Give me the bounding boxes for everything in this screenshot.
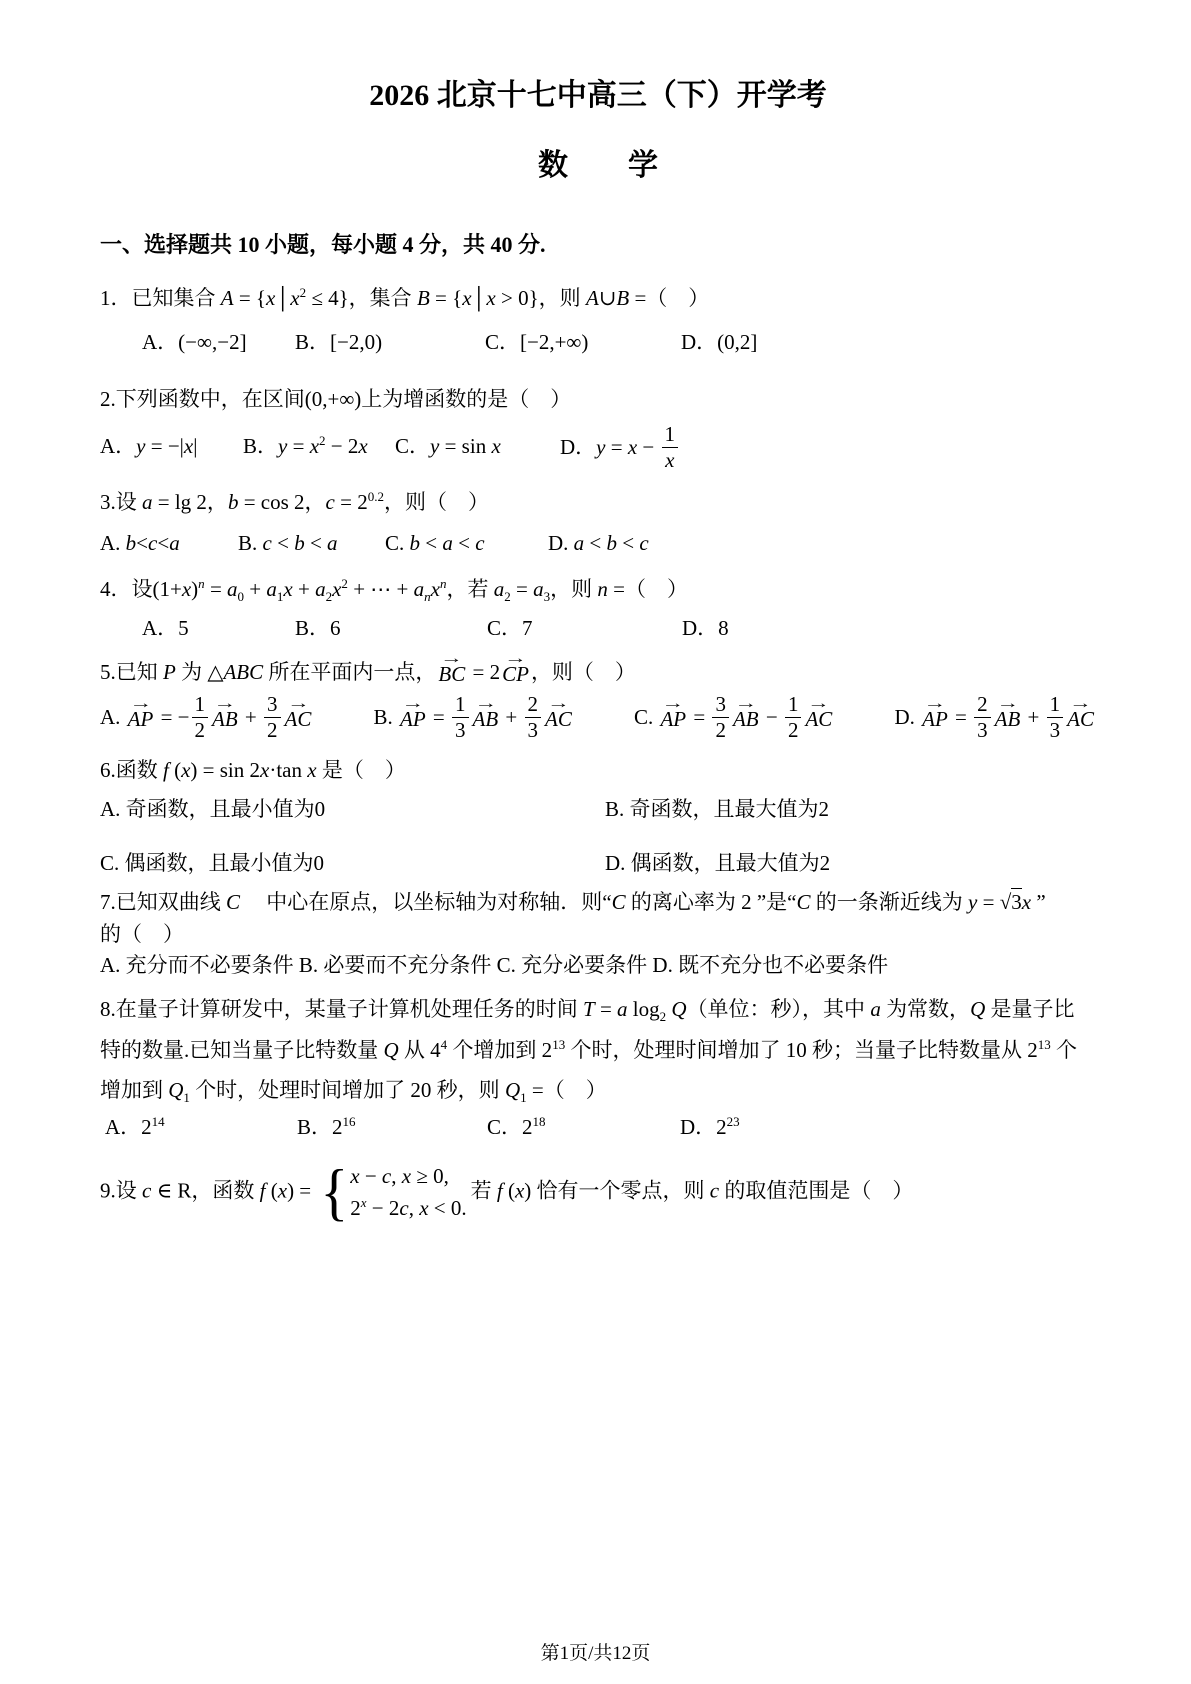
option-4d: D．8 — [682, 616, 729, 640]
option-6a: A. 奇函数，且最小值为0 — [100, 797, 326, 822]
page-title: 2026 北京十七中高三（下）开学考 — [369, 79, 827, 112]
option-3c: C. b < a < c — [385, 531, 485, 555]
question-8-stem-line3: 增加到 $Q_1$ 个时，处理时间增加了 20 秒，则 $Q_1$ =（ ） — [100, 1077, 607, 1105]
section-heading: 一、选择题共 10 小题，每小题 4 分，共 40 分. — [100, 232, 546, 257]
question-8-stem-line2: 特的数量.已知当量子比特数量 Q 从 $4^4$ 个增加到 $2^{13}$ 个时，处理时间增加了 10 秒；当量子比特数量从 $2^{13}$ 个 — [100, 1037, 1077, 1063]
question-3-options — [100, 528, 1096, 560]
question-1-stem: 1．已知集合 $A = \{x│x^2 \le 4\}$，集合 B = {x│x > 0}，则 A∪B =（ ） — [100, 285, 710, 310]
option-1c: C．[−2,+∞) — [485, 329, 589, 354]
question-2-stem: 2.下列函数中，在区间(0,+∞)上为增函数的是（ ） — [100, 387, 572, 411]
option-3d: D. a < b < c — [548, 531, 649, 555]
option-5b: B. → AP = $\frac{1}{3}$ → AB + $\frac{2}{3}$ → AC — [373, 691, 572, 742]
question-1 — [100, 283, 1096, 358]
option-8d: D．$2^{23}$ — [680, 1114, 740, 1140]
option-1b: B．[−2,0) — [295, 329, 383, 354]
question-7-stem-line2: 的（ ） — [100, 921, 184, 946]
question-5-stem: 5.已知 P 为 △ABC 所在平面内一点， → BC = 2 → CP ，则（ ） — [100, 650, 636, 686]
option-4b: B．6 — [295, 616, 341, 640]
option-8b: B．$2^{16}$ — [297, 1114, 356, 1140]
question-5 — [100, 650, 1096, 742]
question-4 — [100, 574, 1096, 645]
question-4-stem: 4．设$(1+x)^n = a_0 + a_1x + a_2x^2$ + ⋯ + $a_nx^n$，若 $a_2 = a_3$，则 n =（ ） — [100, 575, 688, 604]
question-1-options — [100, 327, 1096, 359]
option-2a: A．y = −|x| — [100, 434, 198, 459]
option-3b: B. c < b < a — [238, 531, 338, 555]
option-2d: D．y = x − $\frac{1}{x}$ — [560, 424, 680, 471]
question-6-stem: 6.函数 f (x) = sin 2x·tan x 是（ ） — [100, 757, 406, 782]
option-8a: A．$2^{14}$ — [105, 1114, 165, 1140]
question-7-options: A. 充分而不必要条件 B. 必要而不充分条件 C. 充分必要条件 D. 既不充分也不必要条件 — [100, 953, 889, 978]
question-2-options — [100, 421, 1096, 472]
subject-title: 数 学 — [538, 149, 658, 182]
question-8 — [100, 994, 1096, 1144]
option-2c: C．y = sin x — [395, 434, 501, 459]
question-9 — [100, 1155, 1096, 1228]
option-1a: A．(−∞,−2] — [142, 329, 247, 354]
question-4-options — [100, 613, 1096, 645]
option-8c: C．$2^{18}$ — [487, 1114, 546, 1140]
question-2 — [100, 384, 1096, 471]
question-7 — [100, 887, 1096, 982]
question-3-stem: 3.设 a = lg 2，b = cos 2，$c = 2^{0.2}$，则（ ） — [100, 488, 489, 514]
option-5d: D. → AP = $\frac{2}{3}$ → AB + $\frac{1}{3}$ → AC — [894, 691, 1094, 742]
question-6 — [100, 755, 1096, 880]
option-2b: B．$y = x^2 - 2x$ — [243, 433, 368, 459]
page-footer: 第1页/共12页 — [540, 1642, 651, 1664]
question-8-stem-line1: 8.在量子计算研发中，某量子计算机处理任务的时间 T = a $\log_2 Q$（单位：秒），其中 a 为常数，Q 是量子比 — [100, 996, 1075, 1024]
option-3a: A. b<c<a — [100, 531, 180, 555]
option-5a: A. → AP = − $\frac{1}{2}$ → AB + $\frac{3}{2}$ → AC — [100, 691, 312, 742]
option-5c: C. → AP = $\frac{3}{2}$ → AB − $\frac{1}{2}$ → AC — [633, 691, 833, 742]
option-1d: D．(0,2] — [681, 329, 758, 354]
question-8-options — [100, 1112, 1096, 1144]
option-6d: D. 偶函数，且最大值为2 — [605, 850, 831, 875]
question-6-options — [100, 794, 1096, 879]
question-3 — [100, 487, 1096, 560]
option-4c: C．7 — [487, 616, 533, 640]
question-9-stem: 9.设 c ∈ R，函数 f (x) = { x − c, x ≥ 0, $2^x - 2c$, x < 0. 若 f (x) 恰有一个零点，则 c 的取值范围是（ ） — [100, 1155, 914, 1228]
option-4a: A．5 — [142, 616, 189, 640]
option-6b: B. 奇函数，且最大值为2 — [605, 797, 830, 822]
question-7-stem-line1: 7.已知双曲线 C 中心在原点，以坐标轴为对称轴．则“C 的离心率为 2 ”是“C 的一条渐近线为 y = √3x ” — [100, 890, 1046, 915]
page-content — [0, 78, 1191, 1228]
question-5-options — [100, 691, 1096, 742]
option-6c: C. 偶函数，且最小值为0 — [100, 850, 325, 875]
